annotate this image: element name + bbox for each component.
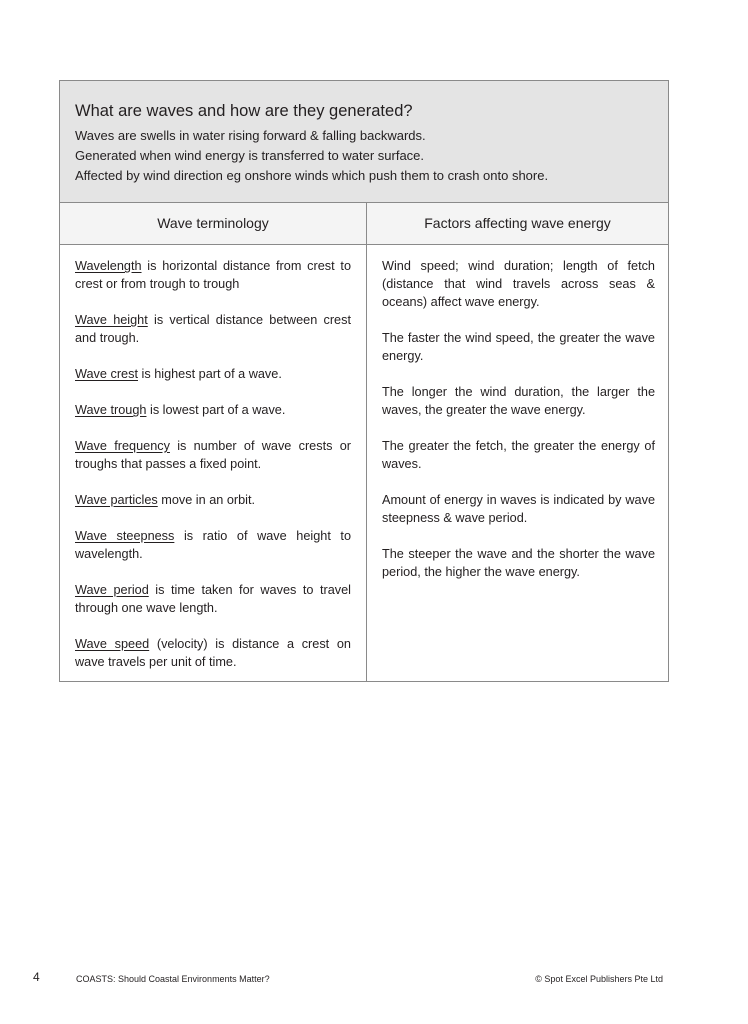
term-text: is time taken for waves to travel through one wave length. — [75, 583, 351, 615]
term-name: Wave frequency — [75, 439, 170, 453]
term-name: Wave particles — [75, 493, 158, 507]
factors-column — [382, 257, 655, 599]
term-text: (velocity) is distance a crest on wave travels per unit of time. — [75, 637, 351, 669]
term-name: Wave period — [75, 583, 149, 597]
term-definition — [75, 527, 351, 563]
factor-paragraph: The greater the fetch, the greater the energy of waves. — [382, 439, 655, 471]
term-definition — [75, 581, 351, 617]
term-name: Wave crest — [75, 367, 138, 381]
factor-paragraph: Amount of energy in waves is indicated by wave steepness & wave period. — [382, 493, 655, 525]
term-definition — [75, 437, 351, 473]
factor-paragraph: The longer the wind duration, the larger the waves, the greater the wave energy. — [382, 385, 655, 417]
term-text: is highest part of a wave. — [137, 367, 282, 381]
term-definition — [75, 311, 351, 347]
term-definition — [75, 365, 351, 383]
column-heading-factors: Factors affecting wave energy — [367, 203, 668, 245]
term-text: is number of wave crests or troughs that passes a fixed point. — [75, 439, 351, 471]
answer-line: Generated when wind energy is transferred to water surface. — [75, 148, 425, 163]
term-text: move in an orbit. — [157, 493, 256, 507]
wave-info-table — [59, 80, 669, 682]
question-header — [60, 81, 668, 203]
term-name: Wave height — [75, 313, 148, 327]
term-text: is vertical distance between crest and trough. — [75, 313, 351, 345]
term-text: is ratio of wave height to wavelength. — [75, 529, 351, 561]
answer-line: Affected by wind direction eg onshore winds which push them to crash onto shore. — [75, 168, 549, 183]
term-name: Wave steepness — [75, 529, 175, 543]
term-text: is lowest part of a wave. — [146, 403, 286, 417]
term-definition — [75, 401, 351, 419]
column-heading-terminology: Wave terminology — [60, 203, 366, 245]
factor-paragraph: Wind speed; wind duration; length of fetch (distance that wind travels across seas & oceans) affect wave energy. — [382, 259, 655, 309]
factor-paragraph: The steeper the wave and the shorter the wave period, the higher the wave energy. — [382, 547, 655, 579]
question-answer — [75, 126, 655, 186]
question-title: What are waves and how are they generated? — [75, 102, 413, 120]
terminology-column — [75, 257, 351, 689]
term-name: Wave speed — [75, 637, 150, 651]
term-definition — [75, 257, 351, 293]
term-definition — [75, 635, 351, 671]
page-number: 4 — [33, 970, 40, 984]
term-text: is horizontal distance from crest to crest or from trough to trough — [75, 259, 351, 291]
factor-paragraph: The faster the wind speed, the greater the wave energy. — [382, 331, 655, 363]
term-definition — [75, 491, 351, 509]
document-title: COASTS: Should Coastal Environments Matter? — [76, 974, 270, 984]
column-divider — [366, 202, 367, 681]
copyright-notice: © Spot Excel Publishers Pte Ltd — [535, 974, 663, 984]
term-name: Wavelength — [75, 259, 142, 273]
term-name: Wave trough — [75, 403, 147, 417]
answer-line: Waves are swells in water rising forward & falling backwards. — [75, 128, 426, 143]
